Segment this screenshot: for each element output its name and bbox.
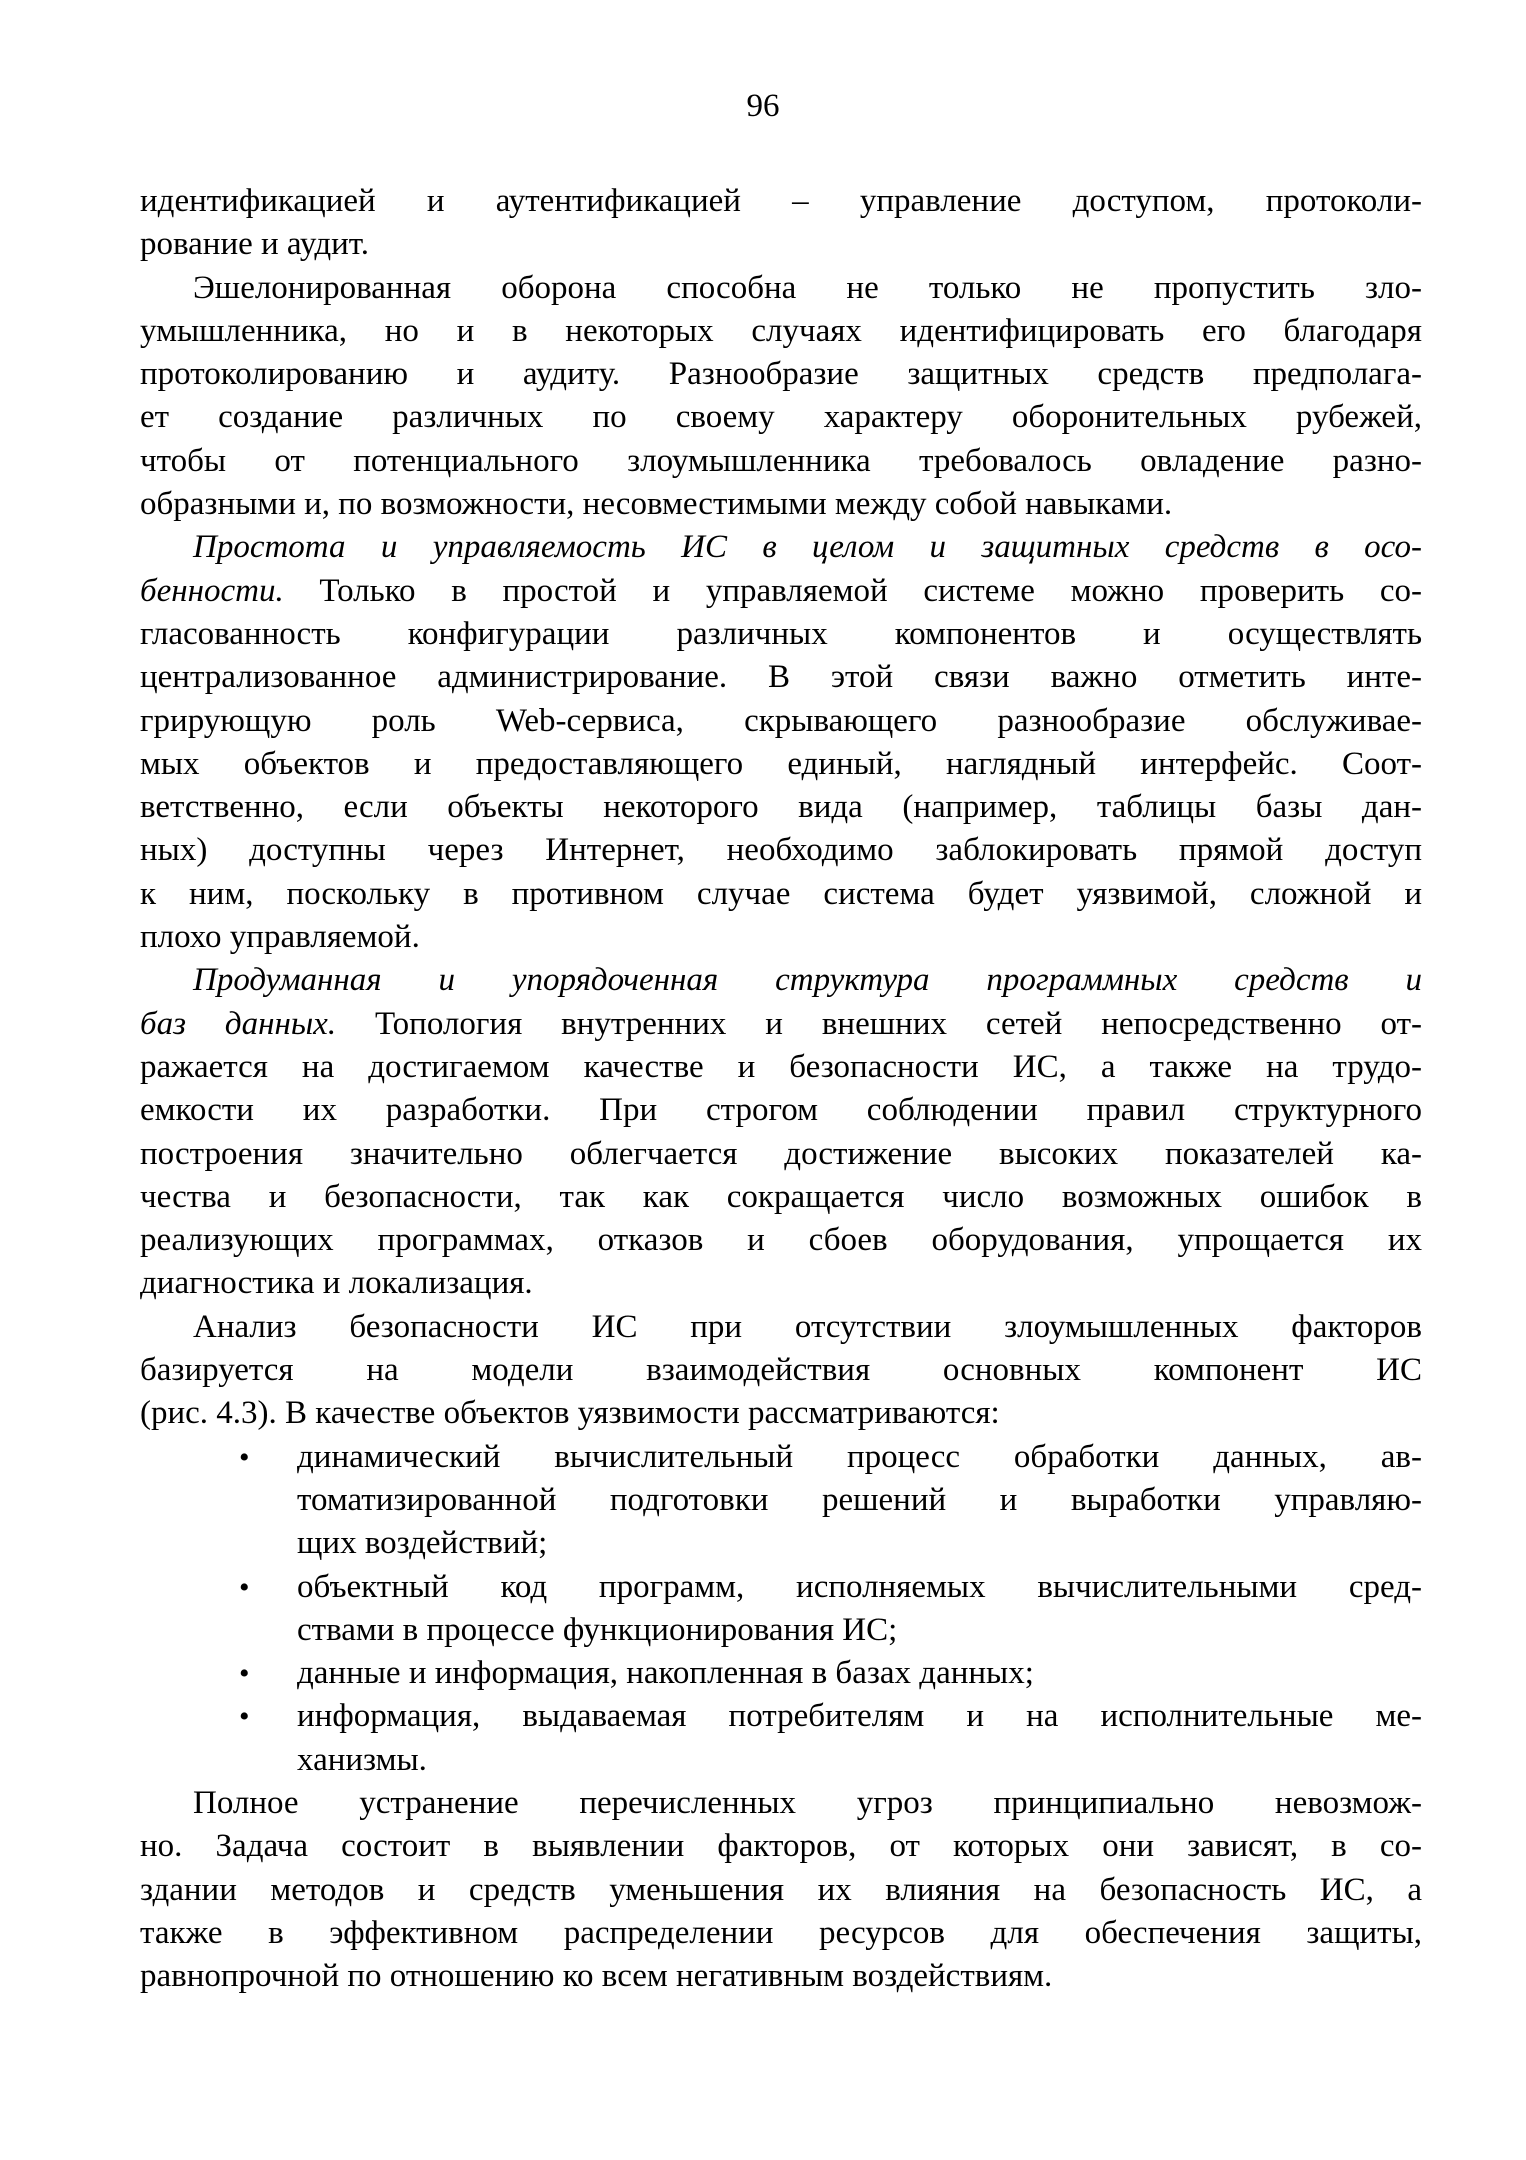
text-line xyxy=(140,829,1422,872)
text-run: Только в простой и управляемой системе можно проверить со- xyxy=(283,572,1422,609)
text-run: идентификацией и аутентификацией – управление доступом, протоколи- xyxy=(140,183,1422,219)
text-run: здании методов и средств уменьшения их влияния на безопасность ИС, а xyxy=(140,1871,1422,1908)
text-line xyxy=(140,1176,1422,1219)
text-line xyxy=(140,959,1422,1002)
paragraph xyxy=(140,1306,1422,1436)
paragraph xyxy=(140,526,1422,959)
bullet-item xyxy=(140,1436,1422,1566)
text-run: Анализ безопасности ИС при отсутствии злоумышленных факторов xyxy=(193,1308,1422,1345)
text-line xyxy=(297,1652,1422,1695)
bullet-item xyxy=(140,1566,1422,1653)
text-run: чества и безопасности, так как сокращается число возможных ошибок в xyxy=(140,1178,1422,1215)
text-line xyxy=(140,223,1422,266)
paragraph xyxy=(140,180,1422,267)
text-line xyxy=(140,1392,1422,1435)
text-run: Топология внутренних и внешних сетей непосредственно от- xyxy=(336,1005,1422,1042)
bullet-item xyxy=(140,1652,1422,1695)
text-run: реализующих программах, отказов и сбоев оборудования, упрощается их xyxy=(140,1222,1422,1259)
text-line xyxy=(140,700,1422,743)
bullet-icon: • xyxy=(239,1440,250,1474)
text-line xyxy=(297,1436,1422,1479)
text-line xyxy=(140,1003,1422,1046)
text-line xyxy=(140,1306,1422,1349)
text-run: ет создание различных по своему характеру оборонительных рубежей, xyxy=(140,399,1422,436)
paragraph xyxy=(140,267,1422,527)
text-line xyxy=(297,1609,1422,1652)
text-run: плохо управляемой. xyxy=(140,919,420,956)
text-line xyxy=(297,1695,1422,1738)
text-run: объектный код программ, исполняемых вычислительными сред- xyxy=(297,1568,1422,1605)
text-line xyxy=(140,656,1422,699)
text-run: протоколированию и аудиту. Разнообразие защитных средств предполага- xyxy=(140,356,1422,393)
text-run: ных) доступны через Интернет, необходимо заблокировать прямой доступ xyxy=(140,832,1422,869)
text-line xyxy=(140,916,1422,959)
text-run: данные и информация, накопленная в базах данных; xyxy=(297,1655,1034,1692)
bullet-icon: • xyxy=(239,1700,250,1734)
text-line xyxy=(140,1912,1422,1955)
text-run: централизованное администрирование. В этой связи важно отметить инте- xyxy=(140,659,1422,696)
text-line xyxy=(140,1219,1422,1262)
text-run: Полное устранение перечисленных угроз принципиально невозмож- xyxy=(193,1784,1422,1821)
text-run: рование и аудит. xyxy=(140,226,369,263)
text-line xyxy=(140,1089,1422,1132)
text-run: равнопрочной по отношению ко всем негативным воздействиям. xyxy=(140,1958,1053,1995)
text-run: диагностика и локализация. xyxy=(140,1265,533,1302)
text-line xyxy=(140,873,1422,916)
text-line xyxy=(140,1349,1422,1392)
text-line xyxy=(140,613,1422,656)
text-run: информация, выдаваемая потребителям и на исполнительные ме- xyxy=(297,1698,1422,1735)
text-run: ветственно, если объекты некоторого вида (например, таблицы базы дан- xyxy=(140,789,1422,826)
paragraph xyxy=(140,1782,1422,1998)
text-run: гласованность конфигурации различных компонентов и осуществлять xyxy=(140,615,1422,652)
bullet-item xyxy=(140,1695,1422,1782)
text-run: умышленника, но и в некоторых случаях идентифицировать его благодаря xyxy=(140,312,1422,349)
text-run: чтобы от потенциального злоумышленника требовалось овладение разно- xyxy=(140,442,1422,479)
text-run: (рис. 4.3). В качестве объектов уязвимости рассматриваются: xyxy=(140,1395,1000,1432)
text-run: бенности. xyxy=(140,572,284,609)
text-run: базируется на модели взаимодействия основных компонент ИС xyxy=(140,1352,1422,1389)
text-run: емкости их разработки. При строгом соблюдении правил структурного xyxy=(140,1092,1422,1129)
text-line xyxy=(140,180,1422,223)
text-line xyxy=(297,1479,1422,1522)
text-run: Простота и управляемость ИС в целом и защитных средств в осо- xyxy=(193,529,1422,566)
text-line xyxy=(140,786,1422,829)
text-run: ражается на достигаемом качестве и безопасности ИС, а также на трудо- xyxy=(140,1048,1422,1085)
text-line xyxy=(140,1955,1422,1998)
text-line xyxy=(297,1739,1422,1782)
text-run: Эшелонированная оборона способна не только не пропустить зло- xyxy=(193,269,1422,306)
text-run: но. Задача состоит в выявлении факторов, от которых они зависят, в со- xyxy=(140,1828,1422,1865)
text-run: динамический вычислительный процесс обработки данных, ав- xyxy=(297,1438,1422,1475)
bullet-icon: • xyxy=(239,1657,250,1691)
text-run: ханизмы. xyxy=(297,1741,427,1778)
text-line xyxy=(140,483,1422,526)
text-line xyxy=(140,396,1422,439)
text-line xyxy=(140,526,1422,569)
text-line xyxy=(140,353,1422,396)
text-line xyxy=(140,1133,1422,1176)
text-block xyxy=(140,180,1422,1998)
text-run: Продуманная и упорядоченная структура программных средств и xyxy=(193,962,1422,999)
paragraph xyxy=(140,959,1422,1305)
text-line xyxy=(140,1046,1422,1089)
text-run: щих воздействий; xyxy=(297,1525,548,1562)
text-run: образными и, по возможности, несовместимыми между собой навыками. xyxy=(140,486,1173,523)
text-line xyxy=(140,267,1422,310)
text-line xyxy=(297,1566,1422,1609)
page-number: 96 xyxy=(746,88,780,124)
text-line xyxy=(140,1262,1422,1305)
text-line xyxy=(140,1869,1422,1912)
text-run: томатизированной подготовки решений и выработки управляю- xyxy=(297,1481,1422,1518)
text-line xyxy=(140,1782,1422,1825)
text-run: построения значительно облегчается достижение высоких показателей ка- xyxy=(140,1135,1422,1172)
text-run: грирующую роль Web-сервиса, скрывающего разнообразие обслуживае- xyxy=(140,702,1422,739)
text-run: ствами в процессе функционирования ИС; xyxy=(297,1611,898,1648)
text-line xyxy=(140,1825,1422,1868)
bullet-icon: • xyxy=(239,1570,250,1604)
text-line xyxy=(297,1522,1422,1565)
text-run: мых объектов и предоставляющего единый, наглядный интерфейс. Соот- xyxy=(140,745,1422,782)
text-line xyxy=(140,743,1422,786)
text-run: к ним, поскольку в противном случае система будет уязвимой, сложной и xyxy=(140,875,1422,912)
text-line xyxy=(140,570,1422,613)
text-run: баз данных. xyxy=(140,1005,337,1042)
text-run: также в эффективном распределении ресурсов для обеспечения защиты, xyxy=(140,1914,1422,1951)
text-line xyxy=(140,440,1422,483)
text-line xyxy=(140,310,1422,353)
